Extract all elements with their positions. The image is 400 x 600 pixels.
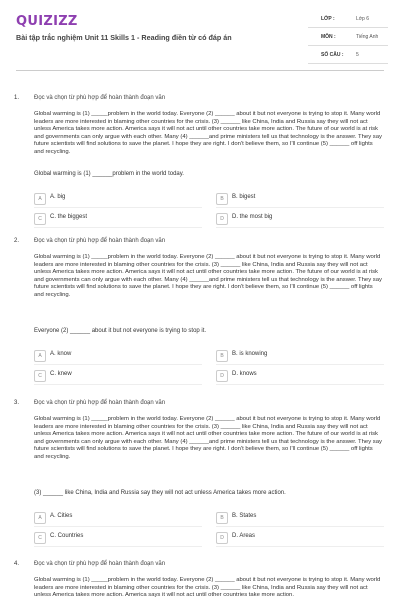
meta-label: LỚP :: [321, 16, 335, 22]
option-letter: B: [216, 512, 228, 524]
option-text: C. the biggest: [50, 214, 88, 220]
option-text: A. Cities: [50, 513, 73, 519]
option-d[interactable]: [216, 211, 384, 228]
option-text: B. bigest: [232, 194, 256, 200]
option-letter: D: [216, 213, 228, 225]
option-text: D. knows: [232, 371, 257, 377]
option-d[interactable]: [216, 530, 384, 547]
option-text: B. States: [232, 513, 257, 519]
meta-row-class: [308, 14, 388, 28]
option-d[interactable]: [216, 368, 384, 385]
question-number: 2.: [14, 238, 20, 244]
meta-value: Tiếng Anh: [356, 34, 379, 40]
meta-value: 5: [356, 52, 359, 58]
option-letter: C: [34, 532, 46, 544]
question-number: 3.: [14, 400, 20, 406]
option-b[interactable]: [216, 510, 384, 527]
option-text: A. big: [50, 194, 66, 200]
option-a[interactable]: [34, 191, 202, 208]
meta-row-count: [308, 50, 388, 64]
option-text: D. the most big: [232, 214, 273, 220]
option-letter: C: [34, 370, 46, 382]
option-letter: B: [216, 350, 228, 362]
option-text: C. Countries: [50, 533, 84, 539]
option-a[interactable]: [34, 348, 202, 365]
page-header: [0, 0, 400, 72]
header-divider: [16, 70, 384, 71]
option-text: B. is knowing: [232, 351, 268, 357]
question-prompt: Everyone (2) ______ about it but not everyone is trying to stop it.: [34, 328, 207, 334]
meta-row-subject: [308, 32, 388, 46]
option-text: D. Areas: [232, 533, 256, 539]
option-c[interactable]: [34, 368, 202, 385]
question-passage: Global warming is (1) _____problem in the world today. Everyone (2) ______ about it but not everyone is trying to stop it. Many world leaders are more interested in blaming other countries for the crisis. (3) ______ like China, India and Russia say they will not act unless America takes more action. America says it will not act until other countries take more action. The future of our world is at risk and governments can only argue with each other. Many (4) ______and prime ministers tell us that technology is the answer. They say future scientists will find solutions to save the planet. I hope they are right. I don't believe them, so I'll continue (5) ______ off lights and recycling.: [34, 254, 382, 298]
option-letter: D: [216, 532, 228, 544]
option-letter: D: [216, 370, 228, 382]
question-prompt: Global warming is (1) ______problem in the world today.: [34, 171, 184, 177]
option-b[interactable]: [216, 348, 384, 365]
option-a[interactable]: [34, 510, 202, 527]
option-letter: A: [34, 350, 46, 362]
option-b[interactable]: [216, 191, 384, 208]
question-passage: Global warming is (1) _____problem in the world today. Everyone (2) ______ about it but not everyone is trying to stop it. Many world leaders are more interested in blaming other countries for the crisis. (3) ______ like China, India and Russia say they will not act unless America takes more action. America says it will not act until other countries take more action. The future of our world is at risk and governments can only argue with each other. Many (4) ______and prime ministers tell us that technology is the answer. They say future scientists will find solutions to save the planet. I hope they are right. I don't believe them, so I'll continue (5) ______ off lights and recycling.: [34, 111, 382, 155]
document-title: Bài tập trắc nghiệm Unit 11 Skills 1 - Reading điền từ có đáp án: [16, 33, 232, 42]
question-passage: Global warming is (1) _____problem in the world today. Everyone (2) ______ about it but not everyone is trying to stop it. Many world leaders are more interested in blaming other countries for the crisis. (3) ______ like China, India and Russia say they will not act unless America takes more action. America says it will not act until other countries take more action.: [34, 577, 381, 599]
option-letter: A: [34, 193, 46, 205]
quizizz-logo: QUIZIZZ: [16, 14, 78, 29]
question-instruction: Đọc và chọn từ phù hợp để hoàn thành đoạn văn: [34, 238, 166, 244]
option-c[interactable]: [34, 211, 202, 228]
question-number: 4.: [14, 561, 20, 567]
question-number: 1.: [14, 95, 20, 101]
meta-label: MÔN :: [321, 34, 336, 40]
question-instruction: Đọc và chọn từ phù hợp để hoàn thành đoạn văn: [34, 400, 166, 406]
option-letter: A: [34, 512, 46, 524]
meta-panel: [308, 14, 388, 68]
option-text: C. knew: [50, 371, 72, 377]
option-letter: C: [34, 213, 46, 225]
meta-label: SỐ CÂU :: [321, 52, 344, 58]
option-text: A. know: [50, 351, 72, 357]
option-c[interactable]: [34, 530, 202, 547]
question-instruction: Đọc và chọn từ phù hợp để hoàn thành đoạn văn: [34, 561, 166, 567]
question-instruction: Đọc và chọn từ phù hợp để hoàn thành đoạn văn: [34, 95, 166, 101]
meta-value: Lớp 6: [356, 16, 370, 22]
option-letter: B: [216, 193, 228, 205]
question-prompt: (3) ______ like China, India and Russia say they will not act unless America takes more action.: [34, 490, 286, 496]
question-passage: Global warming is (1) _____problem in the world today. Everyone (2) ______ about it but not everyone is trying to stop it. Many world leaders are more interested in blaming other countries for the crisis. (3) ______ like China, India and Russia say they will not act unless America takes more action. America says it will not act until other countries take more action. The future of our world is at risk and governments can only argue with each other. Many (4) ______and prime ministers tell us that technology is the answer. They say future scientists will find solutions to save the planet. I hope they are right. I don't believe them, so I'll continue (5) ______ off lights and recycling.: [34, 416, 382, 460]
